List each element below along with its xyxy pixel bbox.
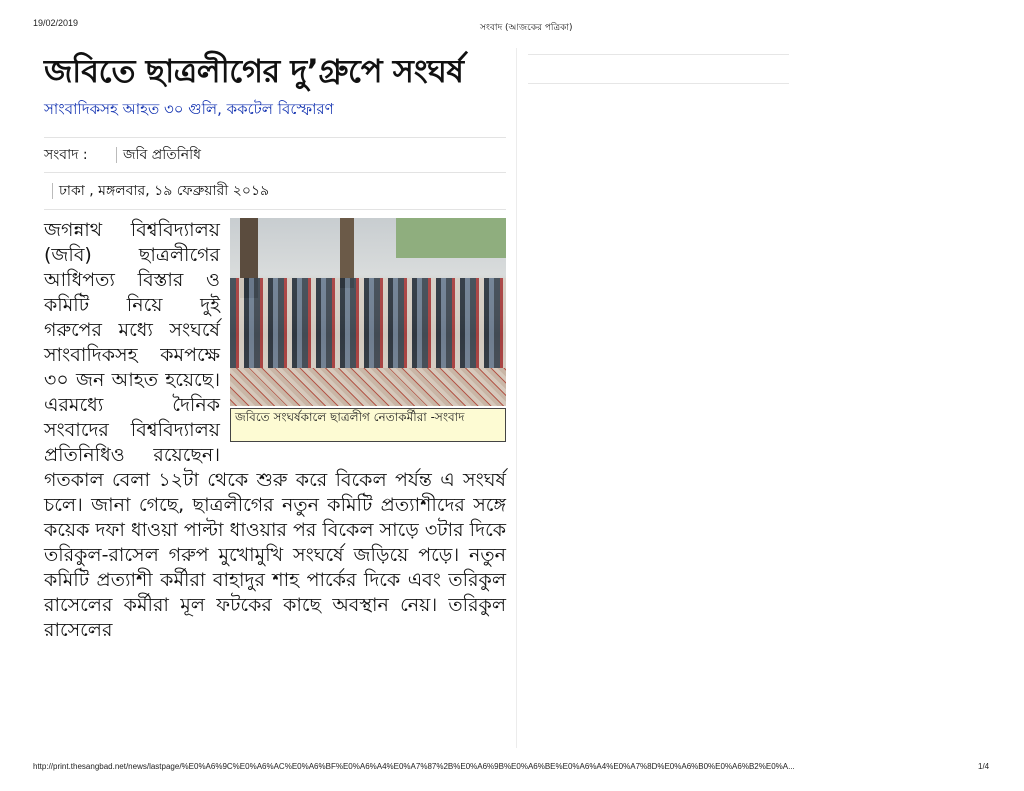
article-body-text: জগন্নাথ বিশ্ববিদ্যালয় (জবি) ছাত্রলীগের আধিপত্য বিস্তার ও কমিটি নিয়ে দুই গরুপের মধ্যে সংঘর্ষে সাংবাদিকসহ কমপক্ষে ৩০ জন আহত হয়েছে। এরমধ্যে দৈনিক সংবাদের বিশ্ববিদ্যালয় প্রতিনিধিও রয়েছেন। গতকাল বেলা ১২টা থেকে শুরু করে বিকেল পর্যন্ত এ সংঘর্ষ চলে। জানা গেছে, ছাত্রলীগের নতুন কমিটি প্রত্যাশীদের সঙ্গে কয়েক দফা ধাওয়া পাল্টা ধাওয়ার পর বিকেল সাড়ে ৩টার দিকে তরিকুল-রাসেল গরুপ মুখোমুখি সংঘর্ষে জড়িয়ে পড়ে। নতুন কমিটি প্রত্যাশী কর্মীরা বাহাদুর শাহ পার্কের দিকে এবং তরিকুল রাসেলের কর্মীরা মূল ফটকের কাছে অবস্থান নেয়। তরিকুল রাসেলের — [44, 219, 506, 641]
article-column — [44, 48, 506, 643]
right-panel-divider-bottom — [528, 83, 789, 84]
column-divider — [516, 48, 517, 754]
article-photo — [230, 218, 506, 406]
photo-caption: জবিতে সংঘর্ষকালে ছাত্রলীগ নেতাকর্মীরা -সংবাদ — [230, 408, 506, 442]
article-body — [44, 218, 506, 643]
byline-separator — [116, 147, 117, 163]
print-footer-page-number: 1/4 — [978, 762, 990, 771]
print-footer-url: http://print.thesangbad.net/news/lastpage/%E0%A6%9C%E0%A6%AC%E0%A6%BF%E0%A6%A4%E0%A7%87%2B%E0%A6%9B%E0%A6%BE%E0%A6%A4%E0%A7%8D%E0%A6%B0%E0%A6%B2%E0%A... — [33, 762, 795, 771]
dateline-separator — [52, 183, 53, 199]
dateline-text: ঢাকা , মঙ্গলবার, ১৯ ফেব্রুয়ারী ২০১৯ — [59, 183, 270, 199]
byline-value: জবি প্রতিনিধি — [123, 147, 201, 163]
dateline — [44, 173, 506, 210]
page-cut-off — [0, 748, 1024, 760]
right-panel-divider-top — [528, 54, 789, 55]
print-header-date: 19/02/2019 — [33, 18, 79, 28]
article-headline: জবিতে ছাত্রলীগের দু’গ্রুপে সংঘর্ষ — [44, 52, 464, 90]
article-figure — [230, 218, 506, 442]
byline-label: সংবাদ : — [44, 147, 88, 163]
byline-row — [44, 137, 506, 173]
print-header-site-title: সংবাদ (আজকের পত্রিকা) — [480, 23, 573, 33]
article-subhead: সাংবাদিকসহ আহত ৩০ গুলি, ককটেল বিস্ফোরণ — [44, 100, 334, 118]
